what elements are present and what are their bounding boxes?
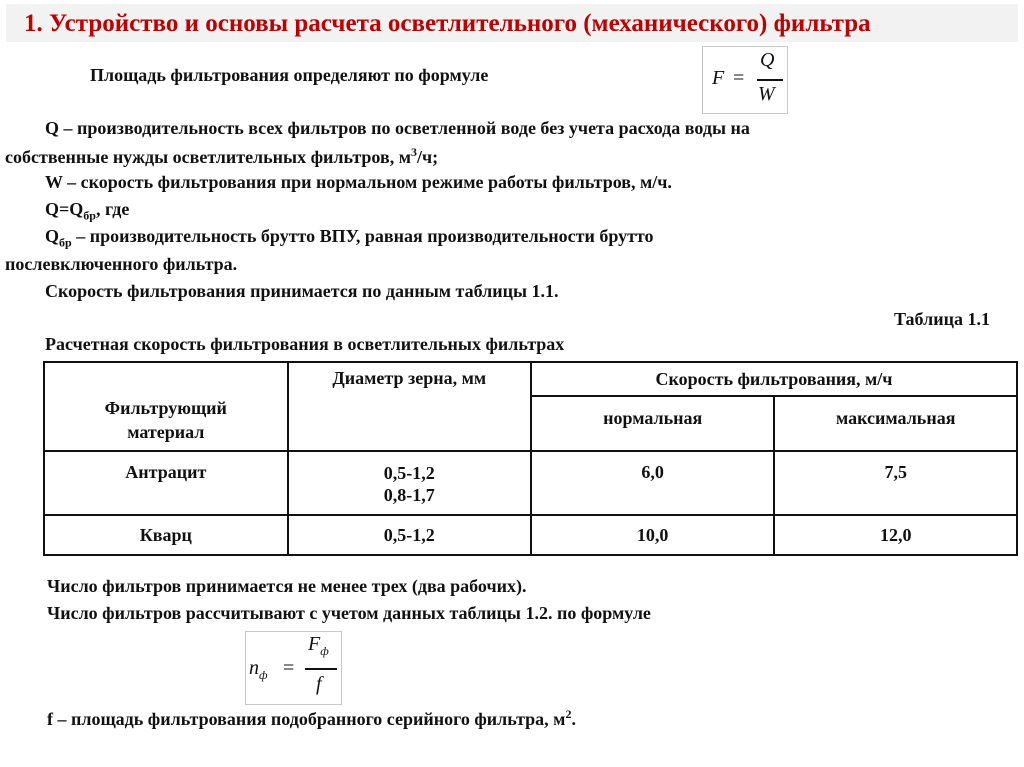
cell-max: 7,5 — [774, 451, 1017, 515]
title-bar — [6, 4, 1018, 42]
table-row — [44, 515, 1017, 555]
cell-diameter: 0,5-1,2 — [288, 515, 531, 555]
table-label: Таблица 1.1 — [894, 309, 990, 329]
cell-material: Антрацит — [44, 451, 288, 515]
filters-calc-text: Число фильтров рассчитывают с учетом данных таблицы 1.2. по формуле — [47, 603, 651, 623]
formula-lhs: F — [712, 67, 725, 89]
cell-diameter: 0,5-1,2 0,8-1,7 — [288, 451, 531, 515]
filter-speed-table — [43, 361, 1018, 556]
cell-material: Кварц — [44, 515, 288, 555]
formula-numerator: Q — [760, 49, 775, 71]
qbr-definition-line1: $Q_{бр}$ – производительность брутто ВПУ, равная производительности брутто — [45, 226, 654, 250]
header-normal: нормальная — [531, 396, 774, 451]
fraction-line — [757, 79, 783, 81]
formula2-lhs: $n_ф$ — [249, 657, 268, 682]
f-definition: f – площадь фильтрования подобранного серийного фильтра, $м^2$. — [47, 707, 576, 729]
formula-denominator: W — [758, 83, 775, 105]
header-speed: Скорость фильтрования, м/ч — [531, 362, 1017, 396]
table-header-row — [44, 362, 1017, 396]
w-definition: W – скорость фильтрования при нормальном режиме работы фильтров, м/ч. — [45, 172, 672, 192]
formula-area-2 — [245, 631, 342, 705]
cell-normal: 10,0 — [531, 515, 774, 555]
filters-count-text: Число фильтров принимается не менее трех (два рабочих). — [47, 576, 527, 596]
table-row — [44, 451, 1017, 515]
formula2-denominator: f — [316, 673, 322, 695]
intro-text: Площадь фильтрования определяют по формуле — [90, 65, 489, 85]
q-equation: $Q=Q_{бр}$, где — [45, 199, 130, 223]
slide-title: 1. Устройство и основы расчета осветлительного (механического) фильтра — [24, 10, 871, 37]
formula-equals: = — [733, 67, 745, 89]
header-material: Фильтрующий материал — [44, 362, 288, 451]
fraction-line-2 — [305, 668, 337, 670]
formula-area — [702, 46, 788, 114]
q-definition-line1: Q – производительность всех фильтров по осветленной воде без учета расхода воды на — [45, 118, 750, 138]
table-caption: Расчетная скорость фильтрования в осветлительных фильтрах — [45, 334, 565, 354]
speed-reference: Скорость фильтрования принимается по данным таблицы 1.1. — [45, 281, 559, 301]
q-definition-line2: собственные нужды осветлительных фильтров, $м^3/ч$; — [5, 145, 439, 167]
cell-max: 12,0 — [774, 515, 1017, 555]
header-max: максимальная — [774, 396, 1017, 451]
cell-normal: 6,0 — [531, 451, 774, 515]
formula2-equals: = — [283, 657, 295, 679]
formula2-numerator: $F_ф$ — [308, 633, 329, 658]
header-diameter: Диаметр зерна, мм — [288, 362, 531, 451]
qbr-definition-line2: послевключенного фильтра. — [5, 254, 238, 274]
